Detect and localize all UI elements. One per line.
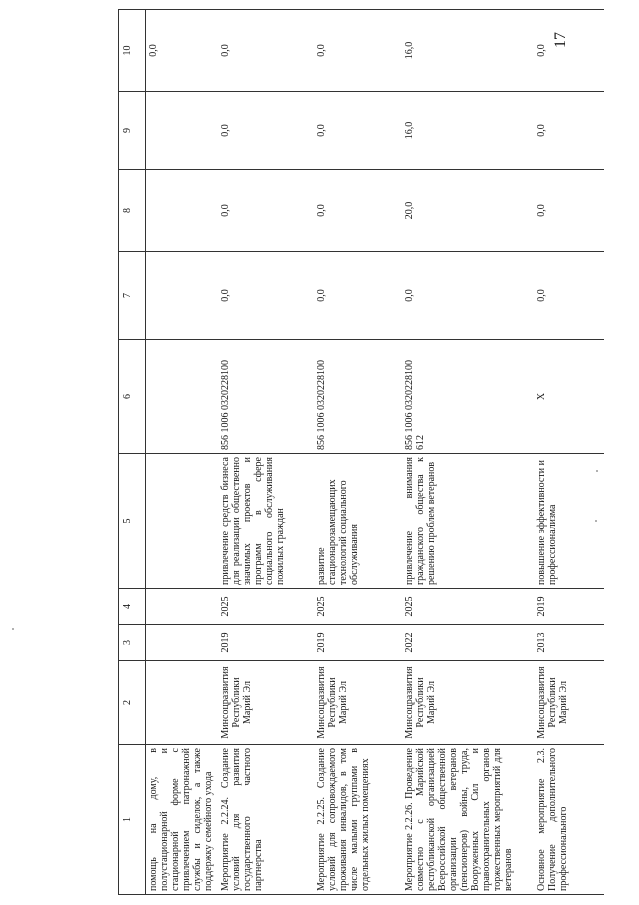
end-year: 2025	[402, 589, 534, 625]
value-col7	[146, 252, 218, 340]
expected-result: привлечение средств бизнеса для реализации общественно значимых проектов и программ в сфере социального обслуживания пожилых граждан	[218, 454, 314, 589]
budget-code: 856 1006 0320228100 612	[402, 340, 534, 454]
header-row	[119, 10, 146, 895]
executor: Минсоцразвития Республики Марий Эл	[218, 661, 314, 745]
table-row	[534, 10, 604, 895]
value-col10: 0,0	[314, 10, 402, 92]
table-row	[314, 10, 402, 895]
header-cell: 8	[119, 170, 146, 252]
activity-name: Мероприятие 2.2.25. Создание условий для сопровождаемого проживания инвалидов, в том числе малыми группами в отдельных жилых помещениях	[314, 745, 402, 895]
end-year: 2025	[314, 589, 402, 625]
header-cell: 5	[119, 454, 146, 589]
header-cell: 6	[119, 340, 146, 454]
value-col8	[146, 170, 218, 252]
value-col10: 0,0	[146, 10, 218, 92]
end-year	[146, 589, 218, 625]
value-col10: 0,0	[218, 10, 314, 92]
end-year: 2025	[218, 589, 314, 625]
value-col7: 0,0	[218, 252, 314, 340]
value-col10: 0,0	[534, 10, 604, 92]
value-col9: 0,0	[218, 92, 314, 170]
value-col7: 0,0	[534, 252, 604, 340]
page-number: 17	[552, 32, 569, 48]
value-col7: 0,0	[402, 252, 534, 340]
scan-speck	[12, 628, 14, 630]
start-year: 2019	[314, 625, 402, 661]
expected-result: повышение эффективности и профессионализма	[534, 454, 604, 589]
header-cell: 2	[119, 661, 146, 745]
table-row	[218, 10, 314, 895]
table-row	[146, 10, 218, 895]
value-col8: 0,0	[314, 170, 402, 252]
value-col10: 16,0	[402, 10, 534, 92]
value-col9: 0,0	[314, 92, 402, 170]
value-col7: 0,0	[314, 252, 402, 340]
budget-code: Х	[534, 340, 604, 454]
value-col9: 0,0	[534, 92, 604, 170]
executor: Минсоцразвития Республики Марий Эл	[534, 661, 604, 745]
activity-name: помощь на дому, в полустационарной и стационарной форме с привлечением патронажной службы и сиделок, а также поддержку семейного ухода	[146, 745, 218, 895]
executor: Минсоцразвития Республики Марий Эл	[402, 661, 534, 745]
value-col8: 0,0	[218, 170, 314, 252]
expected-result	[146, 454, 218, 589]
executor	[146, 661, 218, 745]
header-cell: 7	[119, 252, 146, 340]
value-col9	[146, 92, 218, 170]
end-year: 2019	[534, 589, 604, 625]
start-year: 2013	[534, 625, 604, 661]
value-col8: 20,0	[402, 170, 534, 252]
header-cell: 10	[119, 10, 146, 92]
header-cell: 1	[119, 745, 146, 895]
start-year	[146, 625, 218, 661]
value-col9: 16,0	[402, 92, 534, 170]
start-year: 2022	[402, 625, 534, 661]
budget-code	[146, 340, 218, 454]
activity-name: Основное мероприятие 2.3. Получение дополнительного профессионального	[534, 745, 604, 895]
table-row	[402, 10, 534, 895]
expected-result: привлечение внимания гражданского общества к решению проблем ветеранов	[402, 454, 534, 589]
activity-name: Мероприятие 2.2.24. Создание условий для развития государственного частного партнерства	[218, 745, 314, 895]
header-cell: 3	[119, 625, 146, 661]
value-col8: 0,0	[534, 170, 604, 252]
activity-name: Мероприятие 2.2.26. Проведение совместно с Марийской республиканской организацией Всероссийской общественной организации ветеранов (пенсионеров) войны, труда, Вооруженных Сил и правоохранительных органов торжественных мероприятий для ветеранов	[402, 745, 534, 895]
header-cell: 4	[119, 589, 146, 625]
program-activities-table	[118, 9, 604, 895]
expected-result: развитие стационарозамещающих технологий социального обслуживания	[314, 454, 402, 589]
budget-code: 856 1006 0320228100	[218, 340, 314, 454]
header-cell: 9	[119, 92, 146, 170]
budget-code: 856 1006 0320228100	[314, 340, 402, 454]
start-year: 2019	[218, 625, 314, 661]
executor: Минсоцразвития Республики Марий Эл	[314, 661, 402, 745]
